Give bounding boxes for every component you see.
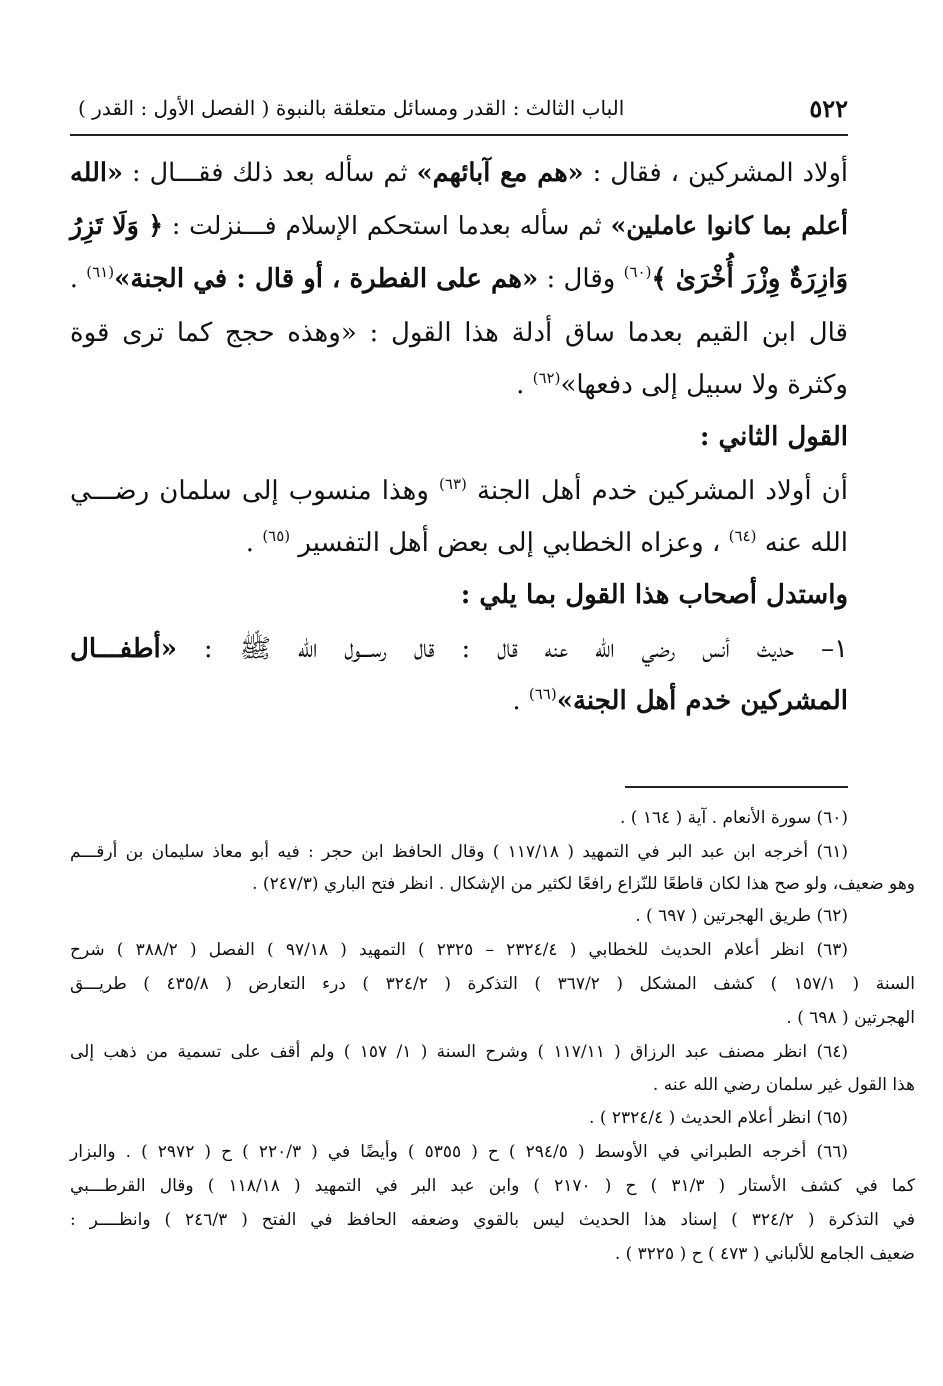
- page-header: [70, 92, 848, 132]
- footnote-line: ضعيف الجامع للألباني ( ٤٧٣ ) ح ( ٣٢٢٥ ) .: [614, 1244, 915, 1264]
- footnote-line: (٦٤) انظر مصنف عبد الرزاق ( ١١٧/١١ ) وشرح السنة ( ١/ ١٥٧ ) ولم أقف على تسمية من ذهب إلى: [70, 1042, 848, 1062]
- quote-text: «الله: [70, 158, 123, 188]
- text: .: [512, 686, 529, 716]
- section-heading: القول الثاني :: [699, 422, 848, 452]
- text: ثم سأله بعدما استحكم الإسلام فـــنزلت :: [163, 211, 611, 240]
- quote-text: أعلم بما كانوا عاملين»: [610, 211, 849, 240]
- footnote-ref: (٦٠): [623, 263, 652, 281]
- footnote-line: (٦٠) سورة الأنعام . آية ( ١٦٤ ) .: [619, 808, 848, 828]
- footnote-line: السنة ( ١٥٧/١ ) كشف المشكل ( ٣٦٧/٢ ) التذكرة ( ٣٢٤/٢ ) درء التعارض ( ٤٣٥/٨ ) طريـــق: [70, 974, 916, 994]
- text: وهذا منسوب إلى سلمان رضـــي: [70, 476, 440, 506]
- footnote-line: وهو ضعيف، ولو صح هذا لكان قاطعًا للنّزاع رافعًا لكثير من الإشكال . انظر فتح الباري (٢٤٧/٣) .: [252, 874, 915, 894]
- body-line-4: قال ابن القيم بعدما ساق أدلة هذا القول : «وهذه حجج كما ترى قوة: [70, 318, 848, 348]
- body-line-7: [70, 528, 848, 559]
- text: أولاد المشركين ، فقال :: [583, 158, 848, 188]
- footnote-ref: (٦٦): [528, 685, 557, 703]
- text: .: [69, 264, 87, 294]
- body-line-3: [70, 264, 848, 295]
- text: .: [516, 370, 533, 400]
- body-line-1: [70, 158, 848, 189]
- body-line-2: [70, 211, 848, 241]
- quote-text: المشركين خدم أهل الجنة»: [556, 686, 848, 716]
- body-line-9: [70, 686, 848, 717]
- footnote-line: (٦٥) انظر أعلام الحديث ( ٢٣٢٤/٤ ) .: [589, 1108, 848, 1128]
- footnote-ref: (٦٢): [532, 369, 561, 387]
- section-heading: واستدل أصحاب هذا القول بما يلي :: [460, 580, 848, 610]
- text: الله عنه: [756, 528, 848, 558]
- footnote-line: هذا القول غير سلمان رضي الله عنه .: [652, 1075, 915, 1095]
- page-number: ٥٢٢: [809, 94, 848, 123]
- footnote-line: الهجرتين ( ٦٩٨ ) .: [786, 1008, 915, 1028]
- text: أن أولاد المشركين خدم أهل الجنة: [466, 476, 848, 506]
- quran-verse: وَازِرَةٌ وِزْرَ أُخْرَىٰ ﴾: [651, 264, 848, 294]
- text: ١– حديث أنس رضي الله عنه قال : قال رســـول الله ﷺ :: [176, 634, 848, 664]
- text: .: [245, 528, 263, 558]
- footnote-ref: (٦٤): [728, 527, 757, 545]
- body-line-8: [70, 634, 848, 665]
- text: وقال :: [538, 264, 624, 294]
- body-line-5: [70, 370, 848, 401]
- footnote-line: في التذكرة ( ٣٢٤/٢ ) إسناد هذا الحديث ليس بالقوي وضعفه الحافظ في الفتح ( ٢٤٦/٣ ) وانظــــر :: [70, 1210, 916, 1230]
- footnote-separator: [625, 786, 848, 788]
- text: وكثرة ولا سبيل إلى دفعها»: [560, 370, 848, 400]
- footnote-ref: (٦٣): [439, 475, 467, 493]
- quote-text: «هم على الفطرة ، أو قال : في الجنة»: [114, 264, 539, 294]
- quran-verse: ﴿ وَلَا تَزِرُ: [70, 211, 164, 240]
- quote-text: «أطفـــال: [70, 634, 177, 664]
- footnote-line: كما في كشف الأستار ( ٣١/٣ ) ح ( ٢١٧٠ ) وابن عبد البر في التمهيد ( ١١٨/١٨ ) وقال القرطـــبي: [70, 1176, 916, 1196]
- body-line-6: [70, 476, 848, 507]
- text: ، وعزاه الخطابي إلى بعض أهل التفسير: [290, 528, 729, 558]
- header-rule: [70, 134, 848, 136]
- quote-text: «هم مع آبائهم»: [416, 158, 584, 188]
- footnote-ref: (٦١): [86, 263, 115, 281]
- footnote-line: (٦١) أخرجه ابن عبد البر في التمهيد ( ١١٧/١٨ ) وقال الحافظ ابن حجر : فيه أبو معاذ سليمان بن أرقـــم: [70, 842, 848, 862]
- footnote-line: (٦٢) طريق الهجرتين ( ٦٩٧ ) .: [635, 906, 848, 926]
- footnote-line: (٦٣) انظر أعلام الحديث للخطابي ( ٢٣٢٤/٤ – ٢٣٢٥ ) التمهيد ( ٩٧/١٨ ) الفصل ( ٣٨٨/٢ ) شرح: [70, 940, 849, 960]
- text: ثم سأله بعد ذلك فقـــال :: [122, 158, 417, 188]
- footnote-ref: (٦٥): [262, 527, 291, 545]
- running-head: الباب الثالث : القدر ومسائل متعلقة بالنبوة ( الفصل الأول : القدر ): [78, 96, 625, 120]
- footnote-line: (٦٦) أخرجه الطبراني في الأوسط ( ٢٩٤/٥ ) ح ( ٥٣٥٥ ) وأيضًا في ( ٢٢٠/٣ ) ح ( ٢٩٧٢ ) . والبزار: [70, 1142, 848, 1162]
